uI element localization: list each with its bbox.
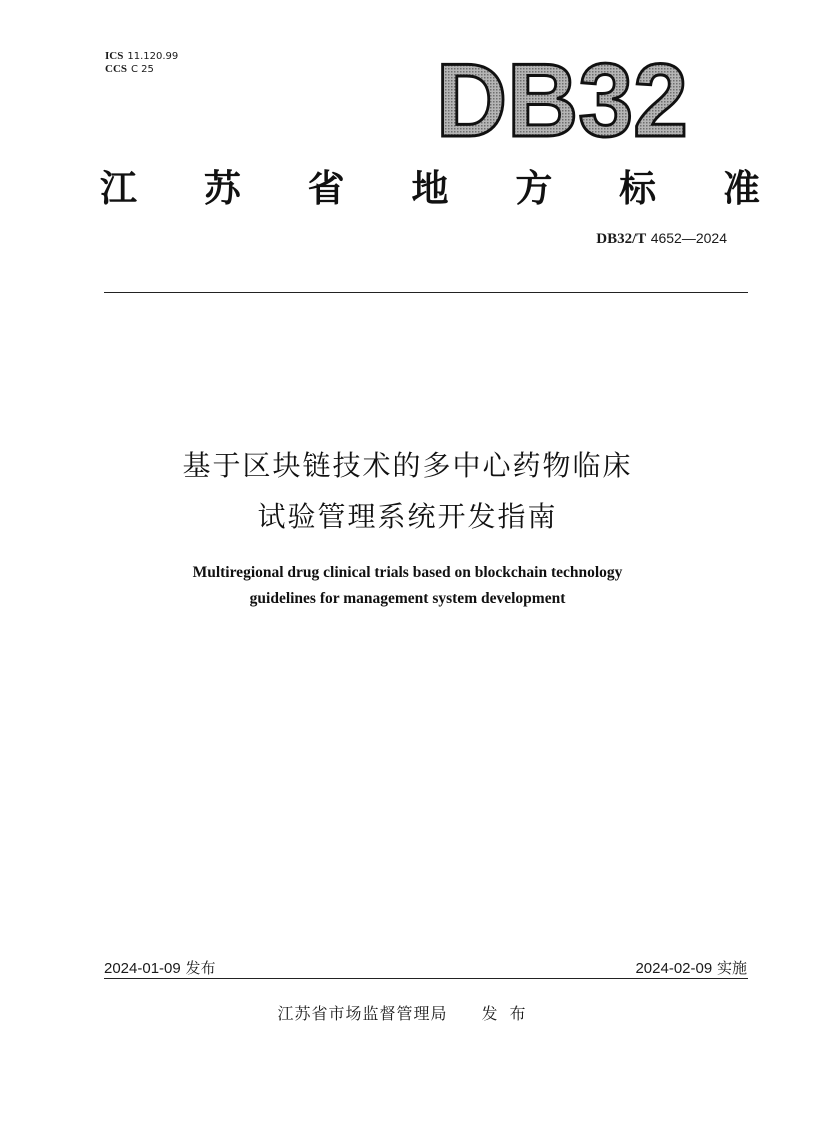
document-number — [596, 230, 727, 248]
bottom-divider — [104, 978, 748, 979]
classification-codes — [105, 50, 178, 76]
ics-code — [105, 50, 178, 63]
ccs-label: CCS — [105, 63, 128, 75]
document-number-prefix: DB32/T — [596, 231, 647, 247]
heading-char: 江 — [100, 167, 137, 210]
implement-date-value: 2024-02-09 — [635, 960, 713, 977]
db32-logo — [436, 44, 696, 154]
title-en-line-2: guidelines for management system development — [249, 590, 566, 607]
heading-char: 苏 — [203, 167, 241, 210]
issuer-verb: 发布 — [481, 1004, 538, 1023]
title-zh-line-1: 基于区块链技术的多中心药物临床 — [182, 449, 633, 482]
ccs-code — [105, 63, 178, 76]
standard-type-heading — [100, 160, 760, 210]
issuing-authority — [0, 1001, 815, 1024]
implement-date-label: 实施 — [716, 959, 747, 977]
document-number-value: 4652—2024 — [650, 230, 727, 246]
heading-char: 方 — [515, 167, 553, 210]
publish-date-label: 发布 — [185, 959, 216, 977]
heading-char: 标 — [619, 167, 657, 210]
publish-date — [104, 957, 216, 978]
ccs-value: C 25 — [131, 64, 154, 75]
heading-char: 地 — [411, 167, 449, 210]
heading-char: 省 — [307, 167, 345, 210]
title-zh-line-2: 试验管理系统开发指南 — [257, 500, 558, 533]
title-en-line-1: Multiregional drug clinical trials based on blockchain technology — [192, 564, 623, 581]
ics-value: 11.120.99 — [127, 51, 179, 62]
implement-date — [635, 957, 747, 978]
ics-label: ICS — [105, 50, 124, 62]
top-divider — [104, 292, 748, 293]
heading-char: 准 — [722, 167, 760, 210]
logo-text: DB32 — [436, 44, 688, 154]
publish-date-value: 2024-01-09 — [104, 960, 181, 977]
issuer-name: 江苏省市场监督管理局 — [277, 1004, 448, 1023]
